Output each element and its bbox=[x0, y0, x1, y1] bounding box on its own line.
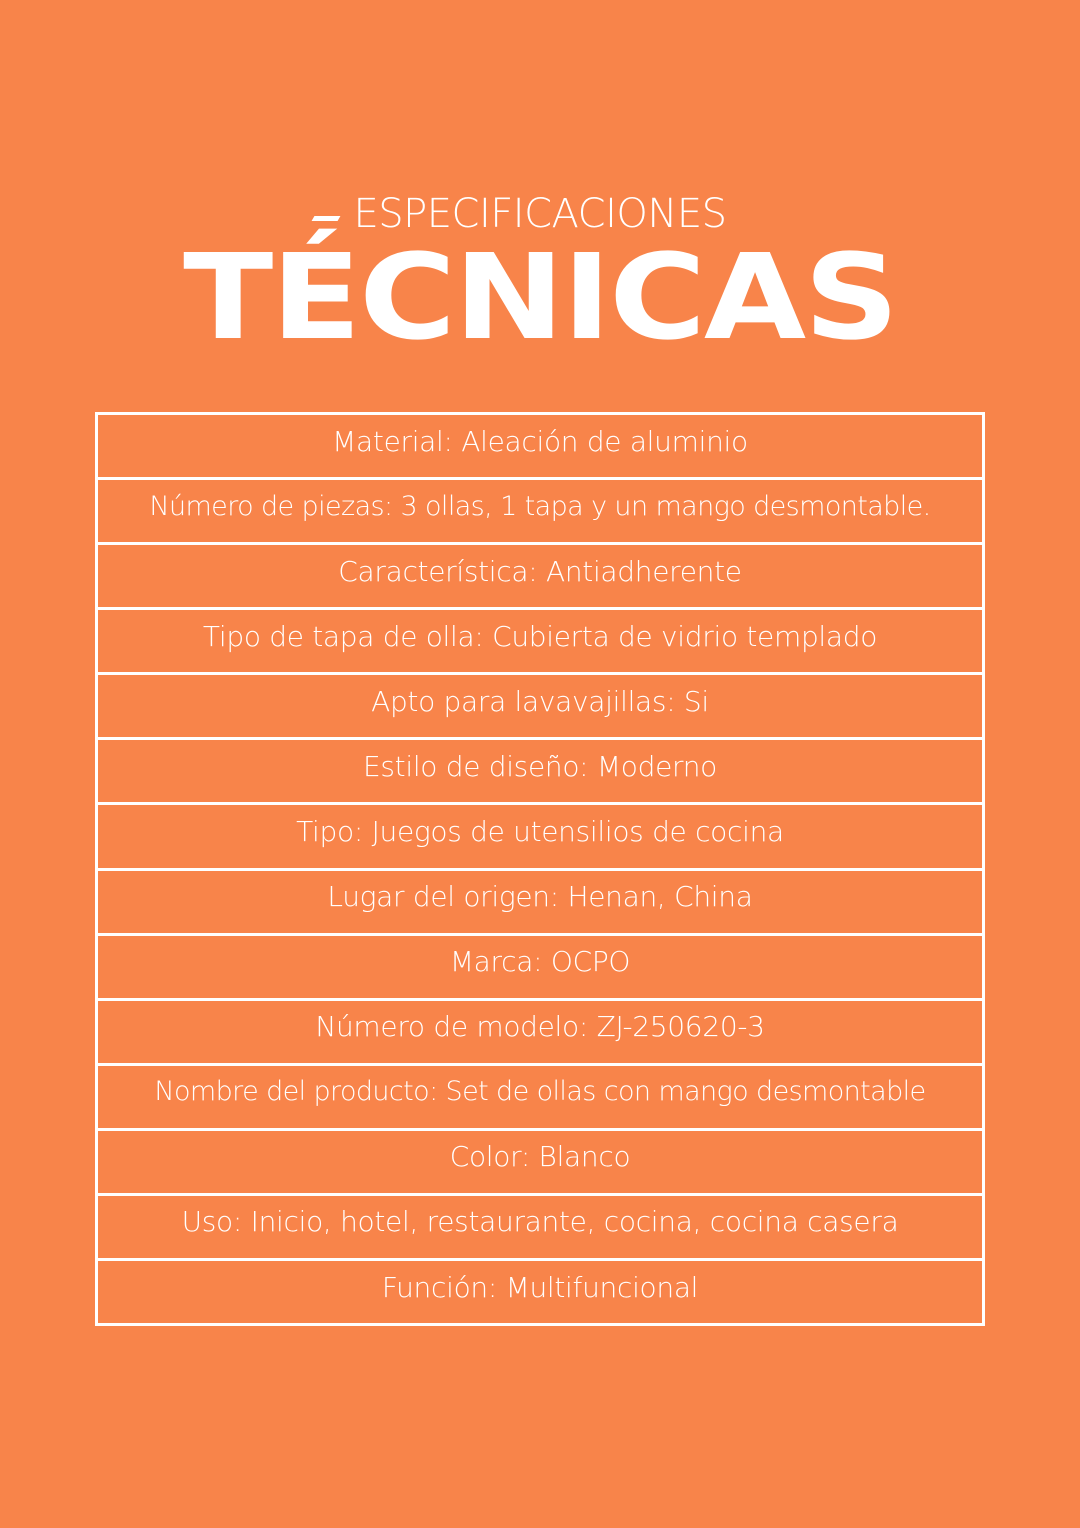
spec-row-material: Material: Aleación de aluminio bbox=[98, 415, 982, 480]
spec-row-pieces: Número de piezas: 3 ollas, 1 tapa y un mango desmontable. bbox=[98, 480, 982, 545]
spec-row-lid-type: Tipo de tapa de olla: Cubierta de vidrio templado bbox=[98, 610, 982, 675]
spec-row-origin: Lugar del origen: Henan, China bbox=[98, 871, 982, 936]
spec-row-dishwasher: Apto para lavavajillas: Si bbox=[98, 675, 982, 740]
spec-row-product-name: Nombre del producto: Set de ollas con mango desmontable bbox=[98, 1066, 982, 1131]
spec-row-brand: Marca: OCPO bbox=[98, 936, 982, 1001]
spec-row-type: Tipo: Juegos de utensilios de cocina bbox=[98, 805, 982, 870]
spec-row-style: Estilo de diseño: Moderno bbox=[98, 740, 982, 805]
spec-table bbox=[95, 412, 985, 1326]
spec-row-feature: Característica: Antiadherente bbox=[98, 545, 982, 610]
spec-row-function: Función: Multifuncional bbox=[381, 1270, 699, 1304]
spec-row-color: Color: Blanco bbox=[98, 1131, 982, 1196]
spec-row-use: Uso: Inicio, hotel, restaurante, cocina, cocina casera bbox=[98, 1196, 982, 1261]
page-title: TÉCNICAS bbox=[183, 228, 897, 366]
header bbox=[0, 0, 1080, 400]
spec-row-model: Número de modelo: ZJ-250620-3 bbox=[98, 1001, 982, 1066]
page-subtitle: ESPECIFICACIONES bbox=[353, 191, 727, 237]
